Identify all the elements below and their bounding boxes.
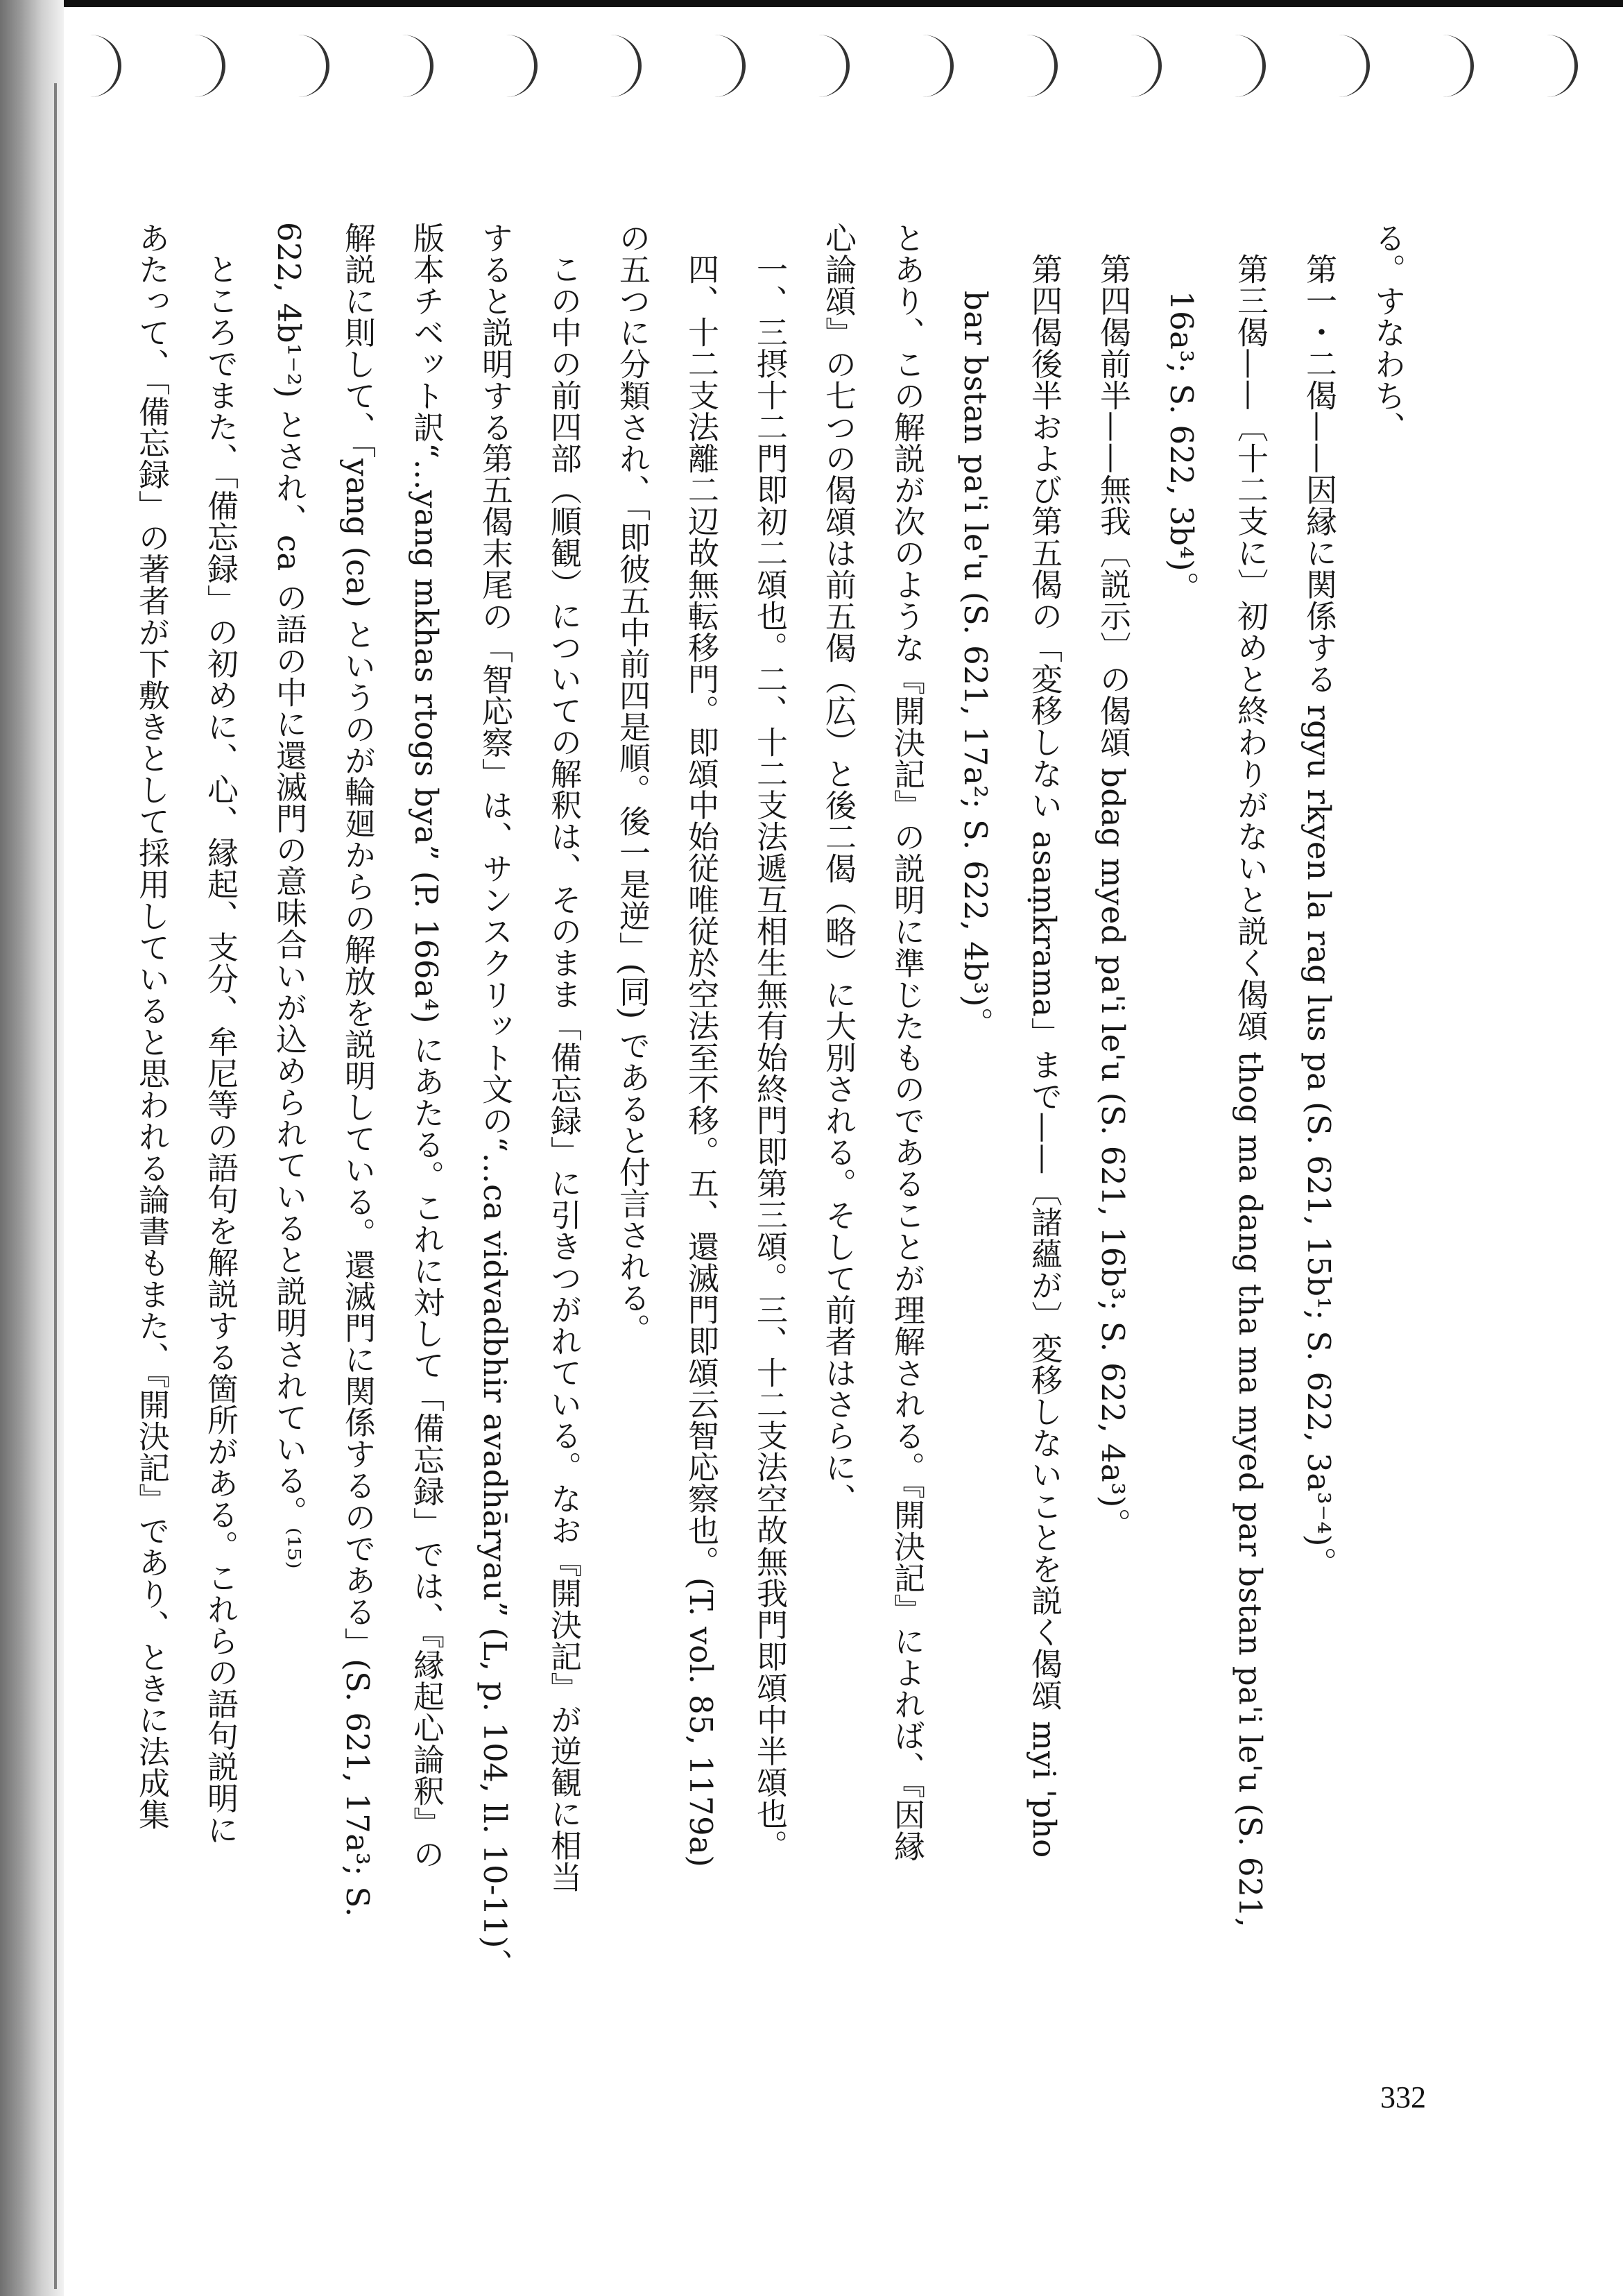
punch-hole — [812, 35, 850, 97]
text-line: 心論頌』の七つの偈頌は前五偈（広）と後二偈（略）に大別される。そして前者はさらに、 — [820, 222, 857, 1515]
punch-hole — [1332, 35, 1370, 97]
text-line: 第三偈——〔十二支に〕初めと終わりがないと説く偈頌 thog ma dang tha ma myed par bstan pa'i le'u (S. 621, — [1232, 253, 1269, 1928]
text-line: 第四偈後半および第五偈の「変移しない asaṃkrama」まで——〔諸蘊が〕変移しないことを説く偈頌 myi 'pho — [1026, 253, 1063, 1858]
text-line: あたって、「備忘録」の著者が下敷きとして採用していると思われる論書もまた、『開決記』であり、ときに法成集 — [133, 222, 170, 1831]
punch-hole-row — [83, 21, 1609, 125]
punch-hole — [499, 35, 538, 97]
punch-hole — [1540, 35, 1578, 97]
text-line: 第一・二偈——因縁に関係する rgyu rkyen la rag lus pa (S. 621, 15b¹; S. 622, 3a³⁻⁴)。 — [1300, 253, 1337, 1579]
text-line: 622, 4b¹⁻²) とされ、ca の語の中に還滅門の意味合いが込められていると説明されている。⁽¹⁵⁾ — [270, 222, 307, 1569]
text-line: とあり、この解説が次のような『開決記』の説明に準じたものであることが理解される。『開決記』によれば、『因縁 — [888, 222, 925, 1862]
text-line: 第四偈前半——無我〔説示〕の偈頌 bdag myed pa'i le'u (S. 621, 16b³; S. 622, 4a³)。 — [1094, 253, 1131, 1540]
punch-hole — [1436, 35, 1474, 97]
text-line: の五つに分類され、「即彼五中前四是順。後一是逆」(同) であると付言される。 — [614, 222, 651, 1346]
text-line: 四、十二支法離二辺故無転移門。即頌中始従唯従於空法至不移。五、還滅門即頌云智応察也。(T. vol. 85, 1179a) — [682, 253, 719, 1868]
text-line: この中の前四部（順観）についての解釈は、そのまま「備忘録」に引きつがれている。なお『開決記』が逆観に相当 — [545, 253, 582, 1893]
page-number: 332 — [1380, 2080, 1426, 2114]
text-line: ところでまた、「備忘録」の初めに、心、縁起、支分、牟尼等の語句を解説する箇所がある。これらの語句説明に — [202, 253, 239, 1846]
text-line: 一、三摂十二門即初二頌也。二、十二支法遞互相生無有始終門即第三頌。三、十二支法空故無我門即頌中半頌也。 — [751, 253, 788, 1861]
punch-hole — [603, 35, 642, 97]
text-line: 版本チベット訳“…yang mkhas rtogs bya” (P. 166a⁴) にあたる。これに対して「備忘録」では、『縁起心論釈』の — [408, 222, 445, 1870]
text-line: 16a³; S. 622, 3b⁴)。 — [1163, 291, 1200, 603]
punch-hole — [187, 35, 225, 97]
text-line: る。すなわち、 — [1369, 222, 1406, 443]
body-text-vertical — [133, 222, 1422, 2067]
punch-hole — [707, 35, 746, 97]
text-line: すると説明する第五偈末尾の「智応察」は、サンスクリット文の“…ca vidvadbhir avadhāryau” (L, p. 104, ll. 10-11)、 — [476, 222, 513, 1980]
punch-hole — [83, 35, 121, 97]
text-line: 解説に則して、「yang (ca) というのが輪廻からの解放を説明している。還滅門に関係するのである」(S. 621, 17a³; S. — [339, 222, 376, 1917]
punch-hole — [395, 35, 433, 97]
punch-hole — [1228, 35, 1266, 97]
punch-hole — [1124, 35, 1162, 97]
binding-edge — [54, 83, 57, 2289]
punch-hole — [291, 35, 329, 97]
text-line: bar bstan pa'i le'u (S. 621, 17a²; S. 622, 4b³)。 — [957, 291, 994, 1039]
top-rule — [0, 0, 1623, 7]
punch-hole — [916, 35, 954, 97]
punch-hole — [1020, 35, 1058, 97]
